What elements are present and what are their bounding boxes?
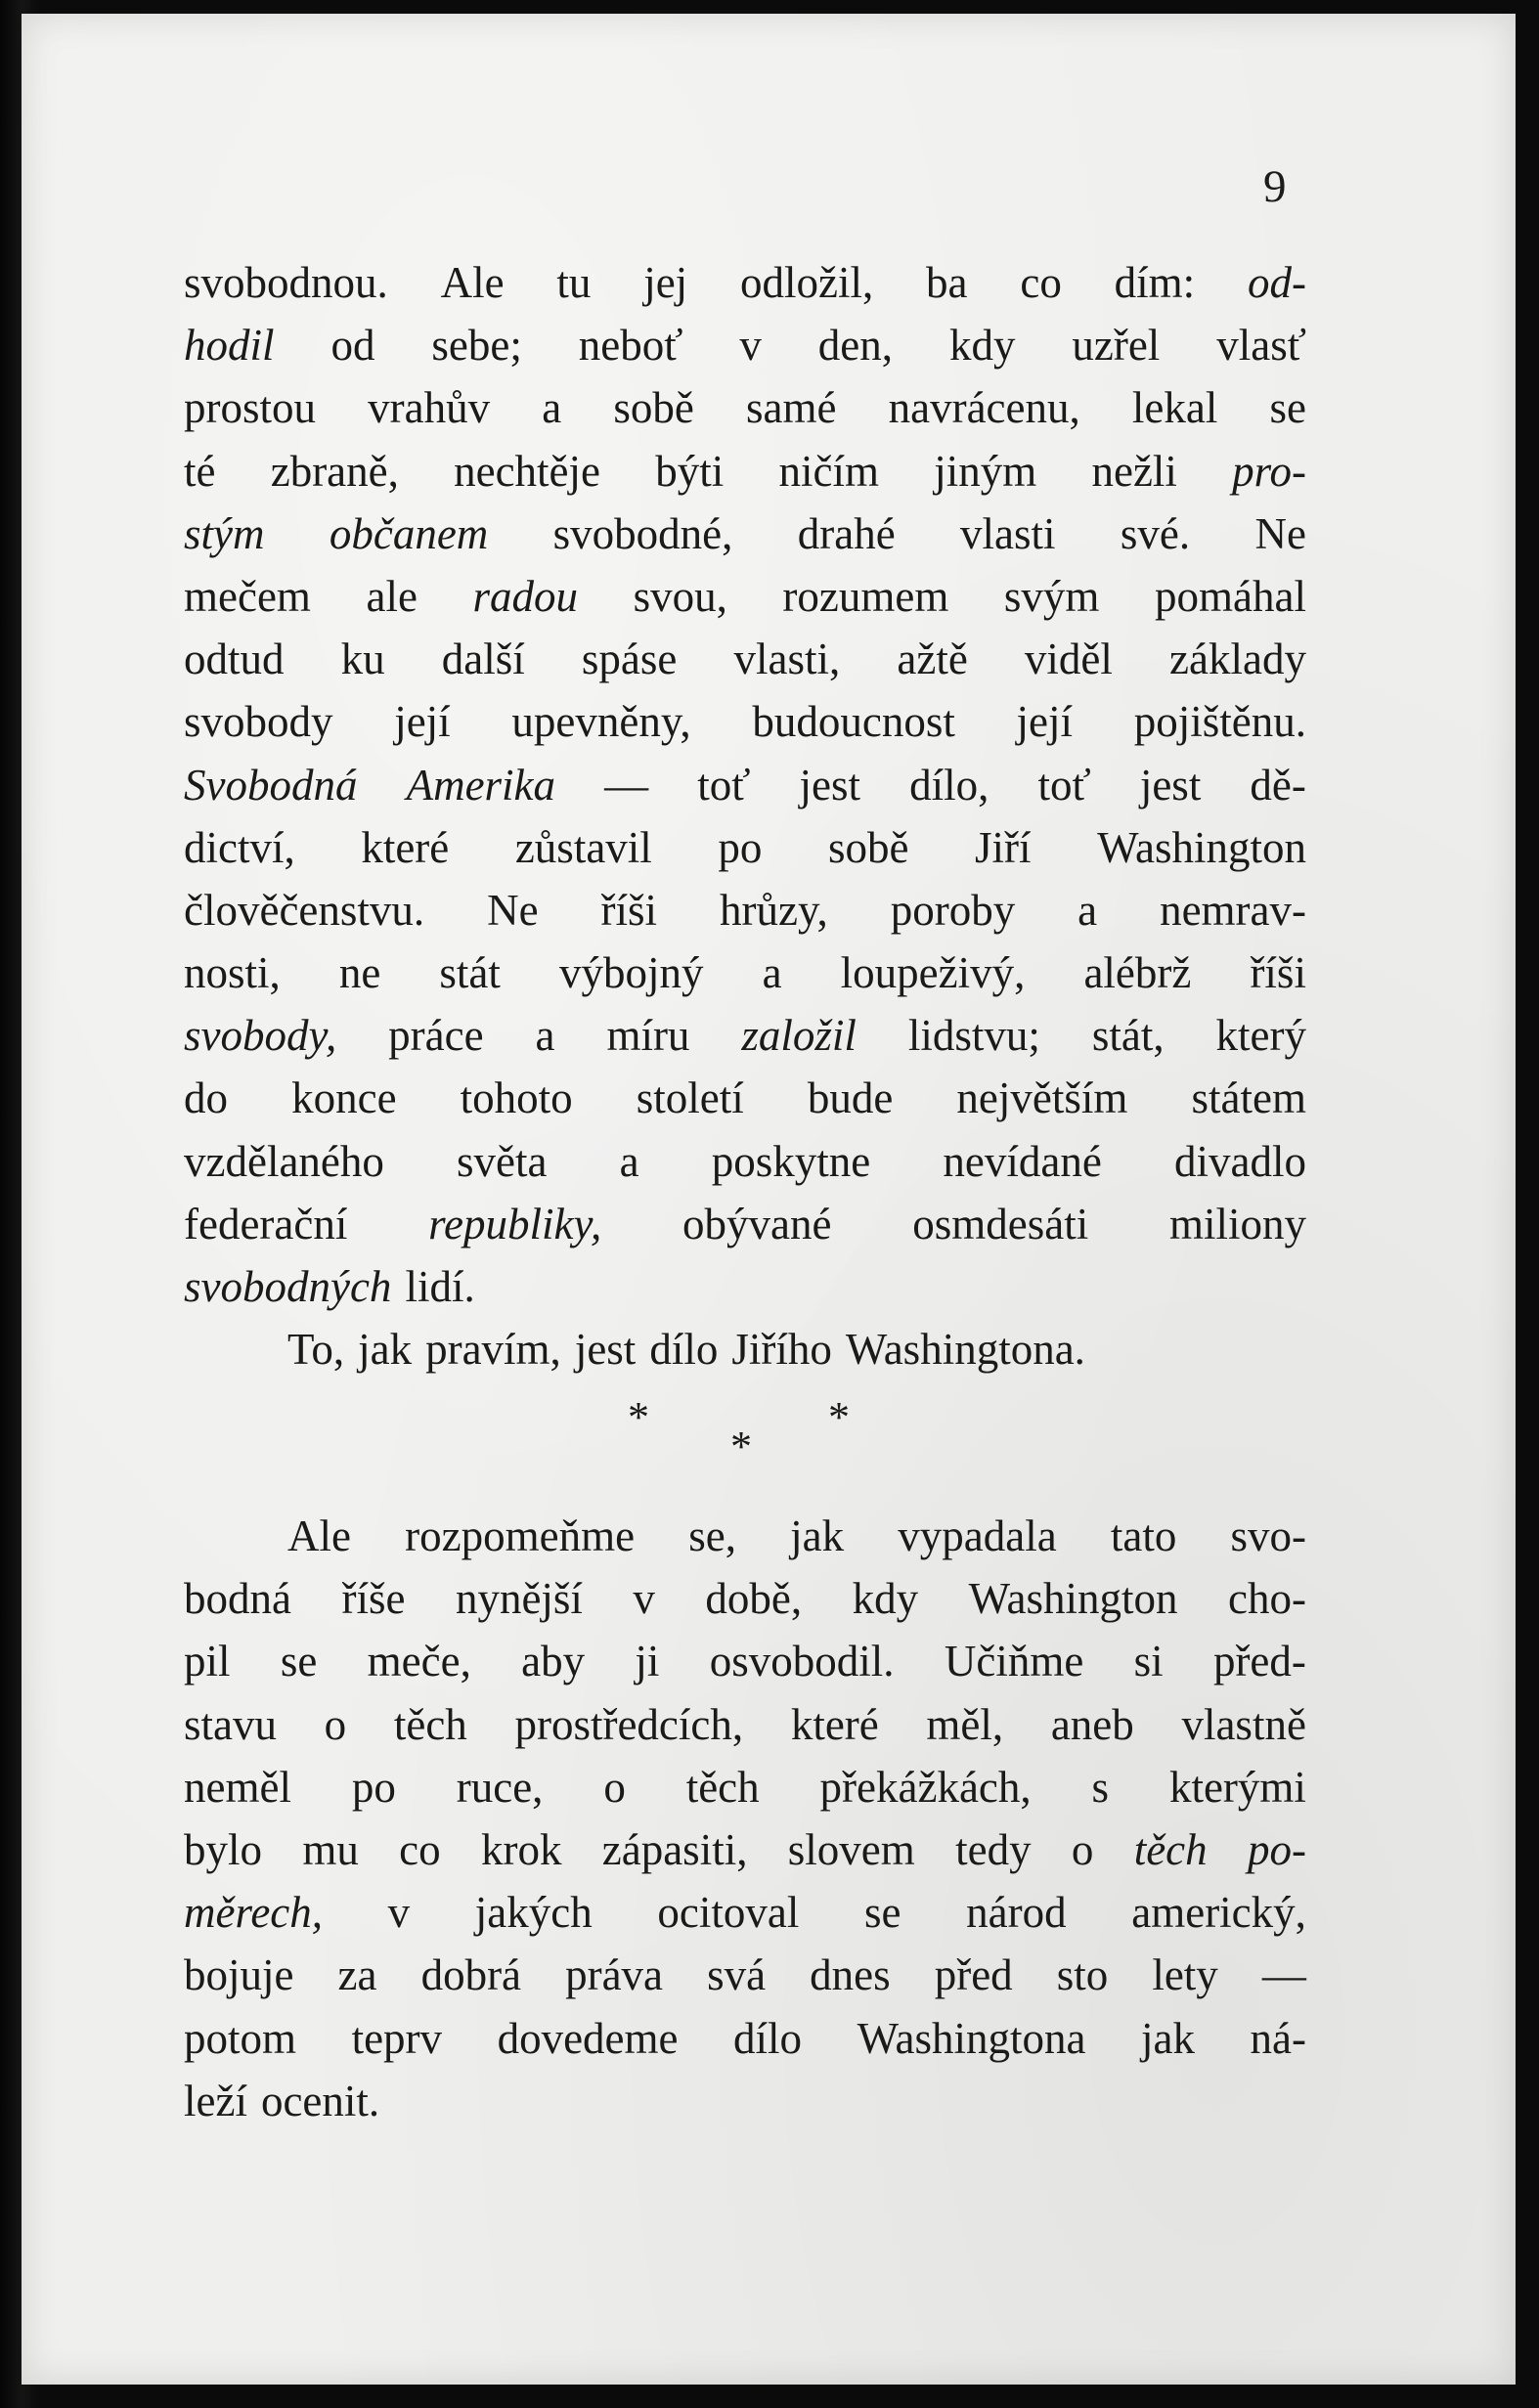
word: býti <box>655 446 725 496</box>
text-line <box>184 1881 1306 1944</box>
word: vlasti, <box>733 635 841 684</box>
word: říše <box>341 1574 406 1624</box>
word: potom <box>184 2013 297 2063</box>
text-line <box>184 1318 1306 1380</box>
separator-star: * <box>628 1393 649 1441</box>
word: budoucnost <box>752 697 955 747</box>
word: se <box>864 1888 901 1938</box>
word: jest <box>574 1325 637 1375</box>
word: za <box>337 1950 377 2000</box>
word: Ne <box>1254 508 1306 558</box>
word: stým <box>184 508 265 558</box>
word: své. <box>1120 508 1191 558</box>
word: těch <box>685 1762 760 1812</box>
word: státem <box>1191 1073 1306 1123</box>
word: rozumem <box>782 571 949 621</box>
word: lekal <box>1131 383 1218 433</box>
paragraph-1 <box>184 251 1306 1318</box>
text-line <box>184 2070 1306 2132</box>
text-line <box>184 1130 1306 1193</box>
word: ji <box>635 1637 660 1686</box>
word: se <box>1269 383 1306 433</box>
text-line <box>184 2007 1306 2070</box>
word: republiky, <box>428 1199 602 1248</box>
word: ocitoval <box>657 1888 800 1938</box>
word: dictví, <box>184 822 295 872</box>
word: od- <box>1247 258 1306 307</box>
word: leží <box>184 2076 247 2125</box>
word: svobody, <box>184 1011 337 1061</box>
word: ocenit. <box>260 2076 380 2125</box>
text-line <box>184 690 1306 753</box>
word: bodná <box>184 1574 291 1624</box>
word: člověčenstvu. <box>184 885 425 935</box>
text-line <box>184 376 1306 439</box>
word: dnes <box>810 1950 891 2000</box>
word: toť <box>1037 760 1091 810</box>
word: výbojný <box>559 948 704 998</box>
word: si <box>1133 1637 1164 1686</box>
word: zůstavil <box>514 822 652 872</box>
word: a <box>619 1136 639 1186</box>
word: pojištěnu. <box>1133 697 1306 747</box>
text-line <box>184 941 1306 1004</box>
word: jakých <box>474 1888 593 1938</box>
word: tato <box>1110 1511 1177 1560</box>
word: nechtěje <box>454 446 601 496</box>
word: nemrav- <box>1160 885 1306 935</box>
text-line <box>184 565 1306 628</box>
word: o <box>603 1762 626 1812</box>
word: hrůzy, <box>719 885 828 935</box>
word: navrácenu, <box>888 383 1080 433</box>
word: překážkách, <box>819 1762 1032 1812</box>
word: sobě <box>827 822 909 872</box>
text-line <box>184 628 1306 690</box>
word: tedy <box>955 1824 1032 1874</box>
text-line <box>184 440 1306 503</box>
word: svobodných <box>184 1262 392 1311</box>
word: toť <box>697 760 751 810</box>
word: zbraně, <box>270 446 399 496</box>
word: spáse <box>581 635 678 684</box>
word: vlastně <box>1181 1699 1306 1749</box>
word: pil <box>184 1637 231 1686</box>
word: nežli <box>1091 446 1177 496</box>
word: neměl <box>184 1762 291 1812</box>
text-line <box>184 879 1306 941</box>
word: uzřel <box>1072 321 1161 371</box>
word: ničím <box>778 446 879 496</box>
word: bude <box>807 1073 894 1123</box>
word: co <box>399 1824 441 1874</box>
word: kdy <box>852 1574 919 1624</box>
word: těch <box>393 1699 467 1749</box>
text-line <box>184 251 1306 314</box>
word: měl, <box>926 1699 1004 1749</box>
text-line <box>184 1567 1306 1630</box>
word: ba <box>926 258 968 307</box>
word: viděl <box>1024 635 1113 684</box>
word: se <box>280 1637 318 1686</box>
word: kdy <box>948 321 1016 371</box>
word: mu <box>302 1824 359 1874</box>
word: alébrž <box>1083 948 1192 998</box>
word: do <box>184 1073 228 1123</box>
word: Ale <box>287 1511 351 1560</box>
separator-star: * <box>828 1393 850 1441</box>
word: které <box>361 822 450 872</box>
text-line <box>184 1255 1306 1318</box>
word: aneb <box>1050 1699 1134 1749</box>
word: Washington <box>968 1574 1178 1624</box>
word: bojuje <box>184 1950 294 2000</box>
word: konce <box>291 1073 397 1123</box>
word: radou <box>472 571 579 621</box>
word: samé <box>746 383 837 433</box>
text-block-secondary <box>184 1505 1306 2132</box>
word: říši <box>1250 948 1306 998</box>
word: Washington <box>1097 822 1306 872</box>
word: bylo <box>184 1824 263 1874</box>
text-line <box>184 1505 1306 1567</box>
word: od <box>330 321 375 371</box>
word: co <box>1020 258 1062 307</box>
word: dílo, <box>909 760 989 810</box>
word: před- <box>1212 1637 1306 1686</box>
word: svá <box>707 1950 767 2000</box>
word: době, <box>705 1574 803 1624</box>
word: meče, <box>367 1637 471 1686</box>
word: vzdělaného <box>184 1136 384 1186</box>
word: miliony <box>1168 1199 1306 1248</box>
word: století <box>636 1073 744 1123</box>
word: občanem <box>329 508 489 558</box>
word: Washingtona <box>857 2013 1086 2063</box>
word: neboť <box>578 321 683 371</box>
word: poskytne <box>711 1136 871 1186</box>
word: Ale <box>440 258 505 307</box>
word: ažtě <box>897 635 968 684</box>
word: lidstvu; <box>907 1011 1040 1061</box>
text-line <box>184 1004 1306 1067</box>
word: práva <box>565 1950 664 2000</box>
word: po <box>351 1762 396 1812</box>
word: svou, <box>633 571 727 621</box>
word: ale <box>366 571 418 621</box>
word: jak <box>1141 2013 1195 2063</box>
word: práce <box>388 1011 484 1061</box>
word: dě- <box>1250 760 1306 810</box>
word: upevněny, <box>511 697 691 747</box>
separator-star: * <box>730 1423 752 1470</box>
word: s <box>1091 1762 1110 1812</box>
word: a <box>762 948 782 998</box>
word: její <box>394 697 451 747</box>
word: den, <box>817 321 894 371</box>
word: ku <box>340 635 385 684</box>
word: její <box>1016 697 1074 747</box>
word: ruce, <box>456 1762 544 1812</box>
word: Jiří <box>975 822 1032 872</box>
word: těch <box>1133 1824 1208 1874</box>
word: dovedeme <box>497 2013 679 2063</box>
word: Amerika <box>406 760 556 810</box>
text-line <box>184 754 1306 816</box>
word: vypadala <box>898 1511 1057 1560</box>
word: lidí. <box>405 1262 475 1311</box>
word: — <box>1261 1950 1306 2000</box>
word: aby <box>521 1637 586 1686</box>
word: svobodnou. <box>184 258 388 307</box>
word: krok <box>480 1824 562 1874</box>
word: a <box>542 383 562 433</box>
text-line <box>184 1193 1306 1255</box>
word: vlasti <box>960 508 1056 558</box>
word: vrahův <box>368 383 491 433</box>
word: po- <box>1247 1824 1306 1874</box>
word: odtud <box>184 635 285 684</box>
word: pro- <box>1232 446 1306 496</box>
word: a <box>535 1011 555 1061</box>
word: Washingtona. <box>845 1325 1085 1375</box>
word: se, <box>688 1511 736 1560</box>
word: drahé <box>797 508 896 558</box>
word: tohoto <box>460 1073 573 1123</box>
word: které <box>790 1699 879 1749</box>
word: sebe; <box>431 321 522 371</box>
word: kterými <box>1168 1762 1306 1812</box>
word: prostou <box>184 383 316 433</box>
word: federační <box>184 1199 348 1248</box>
word: Svobodná <box>184 760 358 810</box>
text-line <box>184 1818 1306 1881</box>
word: národ <box>966 1888 1067 1938</box>
word: lety <box>1152 1950 1218 2000</box>
word: té <box>184 446 216 496</box>
word: svým <box>1003 571 1100 621</box>
word: osvobodil. <box>709 1637 895 1686</box>
text-block-main <box>184 251 1306 1380</box>
word: dobrá <box>420 1950 522 2000</box>
word: založil <box>741 1011 857 1061</box>
word: jest <box>1139 760 1202 810</box>
word: To, <box>287 1325 345 1375</box>
word: svobody <box>184 697 333 747</box>
word: mečem <box>184 571 311 621</box>
word: stavu <box>184 1699 277 1749</box>
word: pomáhal <box>1155 571 1306 621</box>
word: v <box>633 1574 655 1624</box>
word: americký, <box>1131 1888 1306 1938</box>
word: sto <box>1056 1950 1109 2000</box>
text-line <box>184 816 1306 879</box>
word: nynější <box>455 1574 583 1624</box>
word: před <box>934 1950 1013 2000</box>
text-line <box>184 314 1306 376</box>
paragraph-3 <box>184 1505 1306 2132</box>
word: dílo <box>649 1325 719 1375</box>
word: svo- <box>1230 1511 1306 1560</box>
word: stát <box>439 948 501 998</box>
word: a <box>1077 885 1098 935</box>
word: největším <box>956 1073 1128 1123</box>
section-separator <box>608 1392 872 1480</box>
word: jiným <box>934 446 1037 496</box>
word: světa <box>457 1136 548 1186</box>
word: o <box>1071 1824 1094 1874</box>
word: Jiřího <box>731 1325 832 1375</box>
text-line <box>184 1067 1306 1129</box>
word: jest <box>799 760 861 810</box>
paragraph-2 <box>184 1318 1306 1380</box>
word: rozpomeňme <box>405 1511 636 1560</box>
text-line <box>184 503 1306 565</box>
word: nevídané <box>943 1136 1102 1186</box>
word: Ne <box>487 885 539 935</box>
word: míru <box>606 1011 690 1061</box>
text-line <box>184 1944 1306 2006</box>
word: Učiňme <box>944 1637 1084 1686</box>
word: jej <box>643 258 688 307</box>
word: základy <box>1169 635 1306 684</box>
text-line <box>184 1693 1306 1756</box>
word: — <box>604 760 649 810</box>
word: obývané <box>682 1199 832 1248</box>
page-number: 9 <box>1263 161 1287 212</box>
word: tu <box>556 258 592 307</box>
word: osmdesáti <box>912 1199 1089 1248</box>
word: ne <box>338 948 381 998</box>
word: v <box>739 321 762 371</box>
word: po <box>718 822 763 872</box>
word: stát, <box>1091 1011 1165 1061</box>
word: slovem <box>787 1824 915 1874</box>
word: svobodné, <box>552 508 733 558</box>
word: další <box>441 635 525 684</box>
word: jak <box>358 1325 413 1375</box>
text-line <box>184 1630 1306 1692</box>
word: poroby <box>890 885 1016 935</box>
word: loupeživý, <box>840 948 1026 998</box>
word: v <box>387 1888 411 1938</box>
word: dím: <box>1114 258 1196 307</box>
word: dílo <box>733 2013 803 2063</box>
word: prostředcích, <box>514 1699 744 1749</box>
word: zápasiti, <box>601 1824 748 1874</box>
word: nosti, <box>184 948 281 998</box>
word: měrech, <box>184 1888 324 1938</box>
word: o <box>324 1699 347 1749</box>
word: vlasť <box>1216 321 1306 371</box>
text-line <box>184 1756 1306 1818</box>
word: jak <box>790 1511 845 1560</box>
word: cho- <box>1227 1574 1306 1624</box>
word: pravím, <box>425 1325 561 1375</box>
word: ná- <box>1250 2013 1306 2063</box>
word: teprv <box>351 2013 443 2063</box>
word: hodil <box>184 321 275 371</box>
word: divadlo <box>1173 1136 1306 1186</box>
word: sobě <box>613 383 694 433</box>
word: říši <box>600 885 658 935</box>
word: který <box>1215 1011 1306 1061</box>
book-page <box>22 14 1516 2385</box>
word: odložil, <box>740 258 874 307</box>
